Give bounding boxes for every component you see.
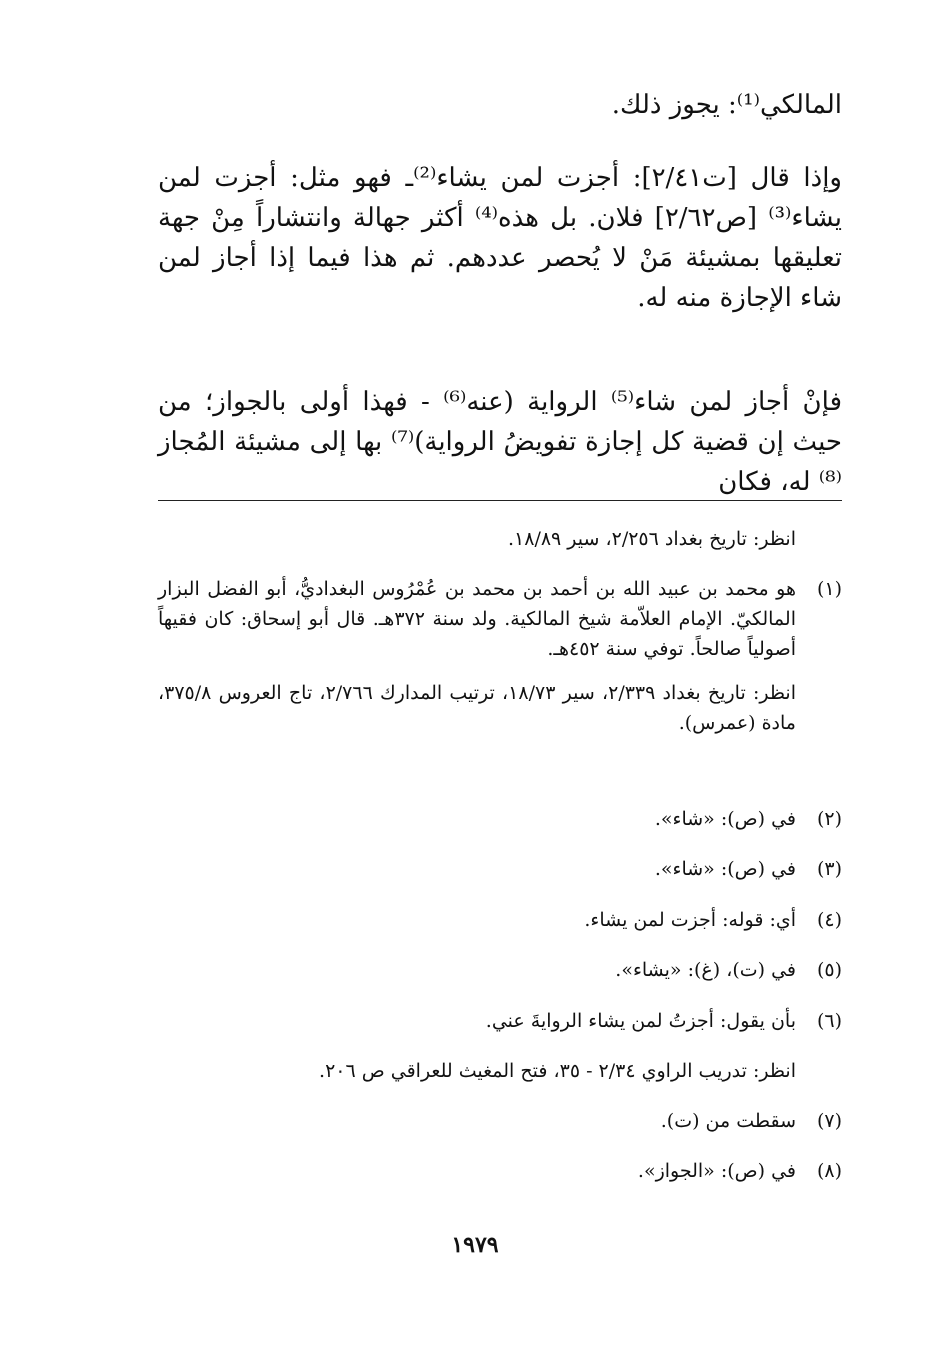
footnote-number: (٥) [816, 959, 842, 981]
footnote-number: (٤) [816, 909, 842, 931]
footnote-2 [158, 804, 842, 834]
main-text-line: المالكي⁽¹⁾: يجوز ذلك. [611, 90, 842, 120]
main-paragraph: وإذا قال [ت٢/٤١]: أجزت لمن يشاء⁽²⁾ـ فهو مثل: أجزت لمن يشاء⁽³⁾ [ص٢/٦٢] فلان. بل هذه⁽⁴⁾ أكثر جهالة وانتشاراً مِنْ جهة تعليقها بمشيئة مَنْ لا يُحصر عددهم. ثم هذا فيما إذا أجاز لمن شاء الإجازة منه له. [158, 163, 842, 313]
footnote-6 [158, 1006, 842, 1086]
footnote-text: في (ص): «شاء». [654, 858, 796, 880]
footnote-7 [158, 1106, 842, 1136]
footnote-4 [158, 905, 842, 935]
footnote-text: بأن يقول: أجزتُ لمن يشاء الروايةَ عني. [485, 1010, 796, 1032]
footnote-note: انظر: تاريخ بغداد ٢/٢٥٦، سير ١٨/٨٩. [507, 528, 796, 550]
footnote-number: (٦) [816, 1010, 842, 1032]
footnote-text: هو محمد بن عبيد الله بن أحمد بن محمد بن عُمْرُوس البغداديُّ، أبو الفضل البزار المالكيّ. الإمام العلاّمة شيخ المالكية. ولد سنة ٣٧٢هـ. قال أبو إسحاق: كان فقيهاً أصولياً صالحاً. توفي سنة ٤٥٢هـ. [158, 578, 796, 660]
footnote-number: (١) [816, 578, 842, 600]
footnote-3 [158, 854, 842, 884]
footnote-text: أي: قوله: أجزت لمن يشاء. [584, 909, 796, 931]
footnote-number: (٨) [816, 1160, 842, 1182]
footnote-text: في (ص): «شاء». [654, 808, 796, 830]
footnote-text: في (ص): «الجواز». [637, 1160, 796, 1182]
footnote-note: انظر: تاريخ بغداد ٢/٣٣٩، سير ١٨/٧٣، ترتيب المدارك ٢/٧٦٦، تاج العروس ٣٧٥/٨، مادة (عمرس). [158, 682, 796, 734]
page-number: ١٩٧٩ [451, 1232, 499, 1258]
main-paragraph: فإنْ أجاز لمن شاء⁽⁵⁾ الرواية (عنه⁽⁶⁾ - فهذا أولى بالجواز؛ من حيث إن قضية كل إجازة تفويضُ الرواية)⁽⁷⁾ بها إلى مشيئة المُجاز ⁽⁸⁾ له، فكان [158, 387, 843, 497]
footnote-number: (٣) [816, 858, 842, 880]
footnote-separator [158, 500, 842, 501]
footnote-number: (٧) [816, 1110, 842, 1132]
footnote-text: في (ت)، (غ): «يشاء». [615, 959, 796, 981]
footnote-text: سقطت من (ت). [660, 1110, 796, 1132]
footnote-number: (٢) [816, 808, 842, 830]
footnote-note: انظر: تدريب الراوي ٢/٣٤ - ٣٥، فتح المغيث للعراقي ص ٢٠٦. [319, 1060, 796, 1082]
footnote-8 [158, 1156, 842, 1186]
footnote-continuation [158, 524, 842, 554]
footnote-5 [158, 955, 842, 985]
footnote-1 [158, 574, 842, 738]
